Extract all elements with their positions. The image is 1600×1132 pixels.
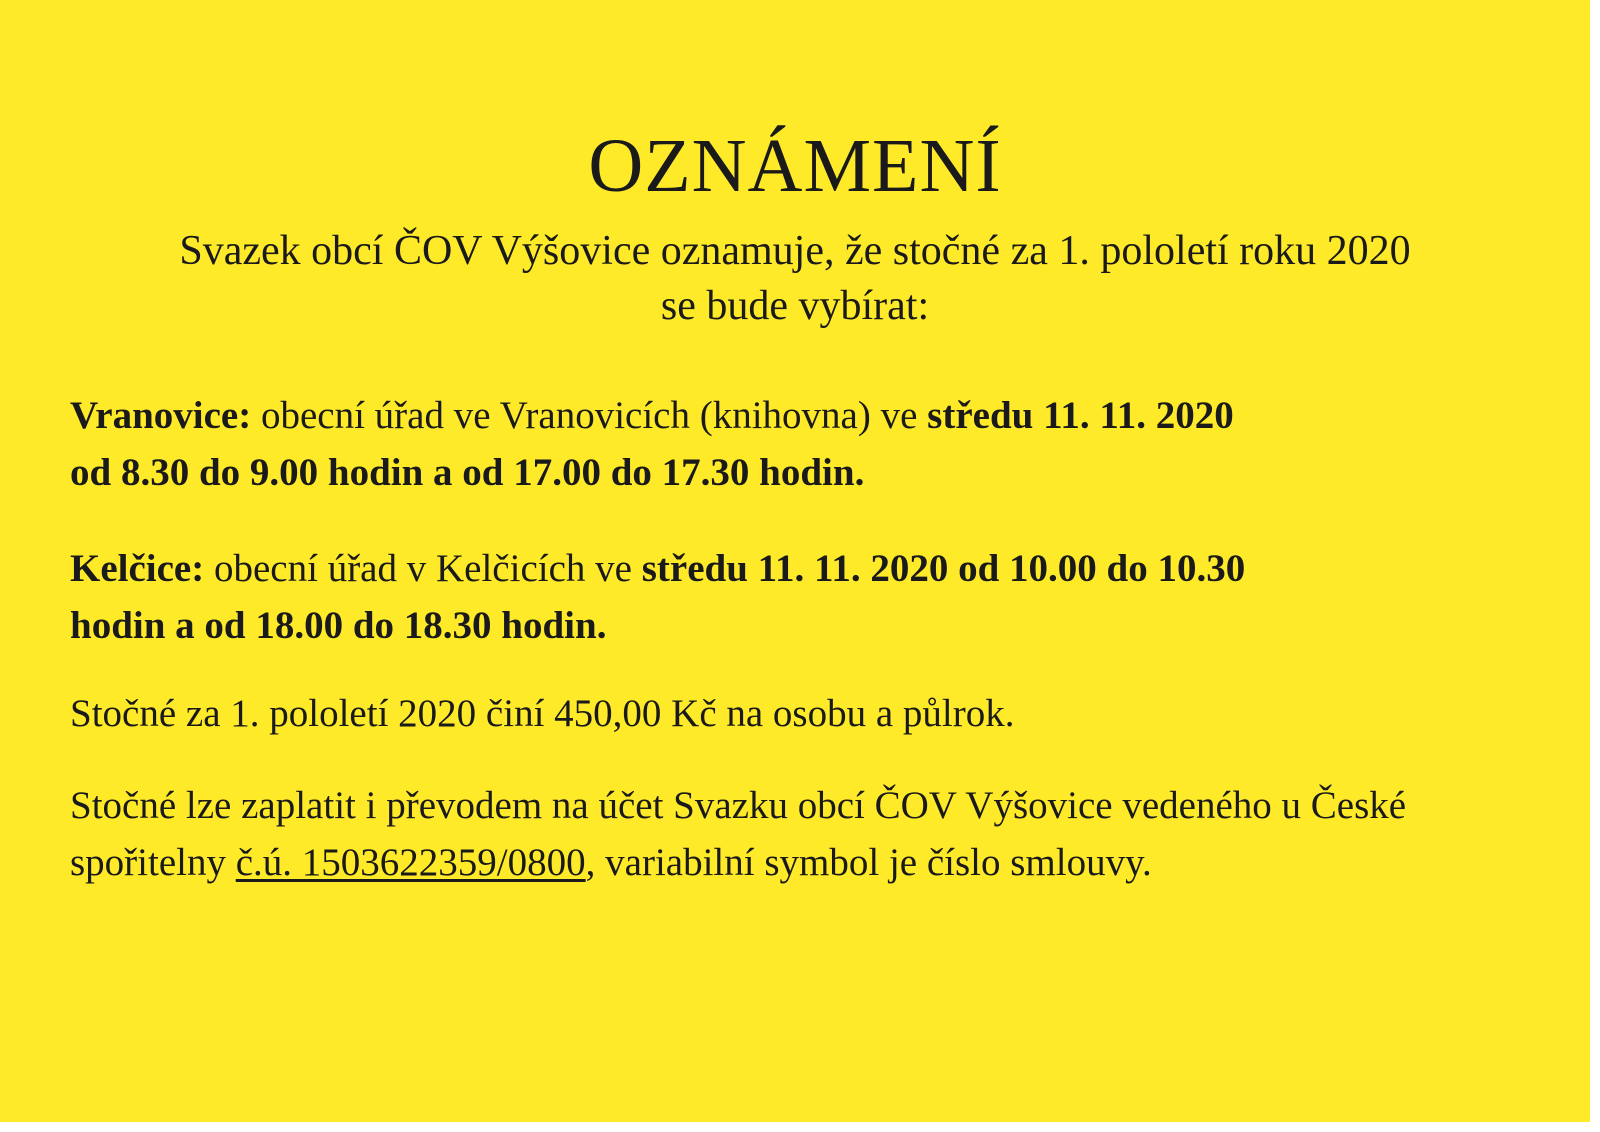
account-number: č.ú. 1503622359/0800 [235,841,586,884]
vranovice-hours: od 8.30 do 9.00 hodin a od 17.00 do 17.30 hodin. [70,451,865,494]
vranovice-paragraph [70,387,1520,501]
kelcice-hours: hodin a od 18.00 do 18.30 hodin. [70,604,607,647]
kelcice-paragraph [70,540,1520,654]
amount-paragraph: Stočné za 1. pololetí 2020 činí 450,00 Kč na osobu a půlrok. [70,692,1015,735]
payment-line-2 [70,834,1520,891]
kelcice-line-1 [70,540,1520,597]
kelcice-line-2 [70,597,1520,654]
vranovice-line-1 [70,387,1520,444]
payment-line-2-start: spořitelny [70,841,236,884]
payment-line-1: Stočné lze zaplatit i převodem na účet Svazku obcí ČOV Výšovice vedeného u České [70,784,1407,827]
vranovice-place: Vranovice: [70,394,252,437]
kelcice-date: středu 11. 11. 2020 od 10.00 do 10.30 [641,547,1246,590]
payment-line-2-end: , variabilní symbol je číslo smlouvy. [585,841,1152,884]
payment-paragraph [70,777,1520,891]
kelcice-text: obecní úřad v Kelčicích ve [204,547,642,590]
subtitle-line-2: se bude vybírat: [660,283,930,329]
kelcice-place: Kelčice: [70,547,205,590]
notice-title: OZNÁMENÍ [588,124,1002,208]
vranovice-text: obecní úřad ve Vranovicích (knihovna) ve [251,394,928,437]
subtitle-line-1: Svazek obcí ČOV Výšovice oznamuje, že stočné za 1. pololetí roku 2020 [179,228,1411,274]
notice-subtitle [0,224,1590,334]
vranovice-date: středu 11. 11. 2020 [927,394,1234,437]
vranovice-line-2 [70,444,1520,501]
